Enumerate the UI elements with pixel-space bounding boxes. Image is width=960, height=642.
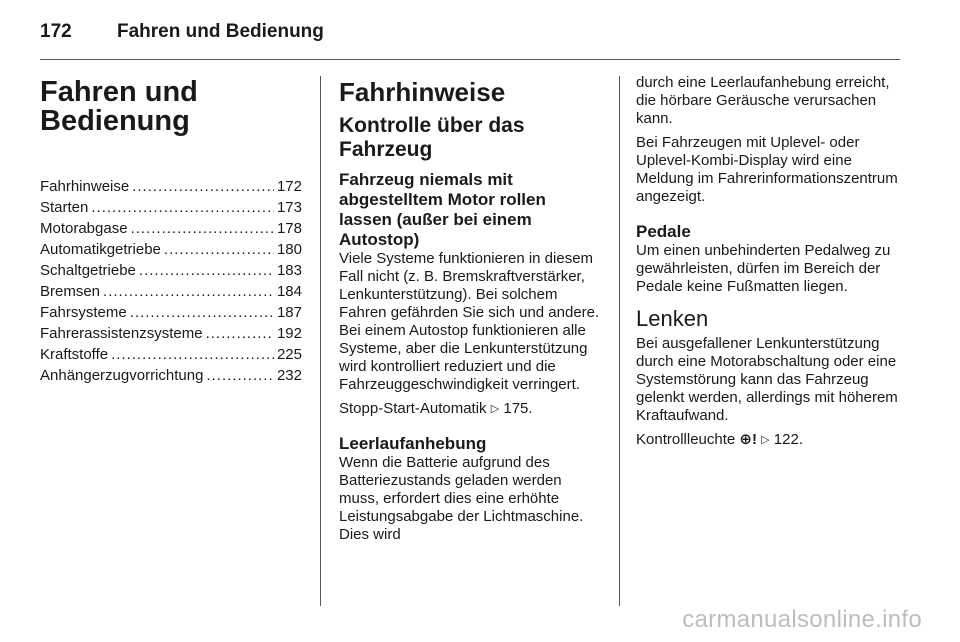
watermark: carmanualsonline.info [682, 606, 922, 633]
toc-entry[interactable] [40, 365, 302, 386]
toc-entry[interactable] [40, 239, 302, 260]
toc-leader-dots [132, 176, 274, 197]
reference-text: Stopp-Start-Automatik [339, 400, 487, 417]
toc-leader-dots [206, 365, 274, 386]
content-column-3 [636, 74, 902, 455]
subsubsection-heading: Fahrzeug niemals mit abgestelltem Motor rollen lassen (außer bei einem Autostop) [339, 170, 546, 249]
toc-leader-dots [131, 218, 274, 239]
toc-entry[interactable] [40, 260, 302, 281]
toc-leader-dots [91, 197, 274, 218]
toc-entry-page: 183 [276, 262, 302, 279]
reference-page[interactable]: 122. [773, 431, 803, 448]
lenken-heading: Lenken [636, 306, 709, 331]
chapter-title-text: Fahren und Bedienung [40, 76, 198, 137]
triangle-reference-icon: ▷ [490, 403, 500, 415]
reference-text: Kontrollleuchte [636, 431, 736, 448]
body-paragraph: Um einen unbehinderten Pedalweg zu gewährleisten, dürfen im Bereich der Pedale keine Fußmatten liegen. [636, 242, 891, 295]
body-paragraph-reference [339, 400, 601, 418]
steering-warning-icon: ⊕! [739, 431, 757, 448]
toc-entry-label: Starten [40, 199, 89, 216]
body-paragraph: Viele Systeme funktionieren in diesem Fall nicht (z. B. Bremskraftverstärker, Lenkunterstützung). Bei solchem Fahren gefährden Sie sich und andere. Bei einem Autostop funktionieren alle Systeme, aber die Lenkunterstützung wird kontrolliert reduziert und die Fahrzeuggeschwindigkeit verringert. [339, 250, 600, 393]
toc-entry-label: Fahrerassistenzsysteme [40, 325, 203, 342]
section-heading: Fahrhinweise [339, 77, 506, 107]
leerlauf-heading: Leerlaufanhebung [339, 434, 487, 453]
toc-entry-label: Anhängerzugvorrichtung [40, 367, 204, 384]
toc-column [40, 74, 302, 386]
toc-entry[interactable] [40, 323, 302, 344]
body-paragraph: Wenn die Batterie aufgrund des Batteriezustands geladen werden muss, erfordert dies eine erhöhte Leistungsabgabe der Lichtmaschine. Dies wird [339, 454, 584, 543]
toc-leader-dots [206, 323, 274, 344]
toc-entry[interactable] [40, 281, 302, 302]
toc-entry-label: Kraftstoffe [40, 346, 109, 363]
body-paragraph: Bei Fahrzeugen mit Uplevel- oder Uplevel-Kombi-Display wird eine Meldung im Fahrerinformationszentrum angezeigt. [636, 134, 898, 205]
toc-leader-dots [111, 344, 274, 365]
toc-leader-dots [103, 281, 274, 302]
toc-entry[interactable] [40, 197, 302, 218]
pedale-heading: Pedale [636, 222, 691, 241]
page-number: 172 [40, 21, 72, 42]
toc-entry-page: 178 [276, 220, 302, 237]
subsection-heading: Kontrolle über das Fahrzeug [339, 114, 525, 161]
toc-entry-label: Schaltgetriebe [40, 262, 136, 279]
toc-entry-page: 192 [276, 325, 302, 342]
toc-entry-label: Fahrsysteme [40, 304, 127, 321]
toc-leader-dots [130, 302, 274, 323]
header-rule [40, 59, 900, 60]
toc-entry-page: 172 [276, 178, 302, 195]
page-header [40, 14, 324, 50]
toc-list [40, 176, 302, 386]
body-paragraph: Bei ausgefallener Lenkunterstützung durch eine Motorabschaltung oder eine Systemstörung kann das Fahrzeug gelenkt werden, allerdings mit höherem Kraftaufwand. [636, 335, 898, 424]
toc-entry-label: Fahrhinweise [40, 178, 130, 195]
toc-entry-page: 173 [276, 199, 302, 216]
toc-entry[interactable] [40, 302, 302, 323]
toc-entry[interactable] [40, 176, 302, 197]
toc-entry[interactable] [40, 344, 302, 365]
toc-leader-dots [164, 239, 274, 260]
toc-entry-page: 187 [276, 304, 302, 321]
column-divider-1 [320, 76, 321, 606]
toc-entry-page: 225 [276, 346, 302, 363]
toc-entry-page: 232 [276, 367, 302, 384]
content-column-2 [339, 74, 601, 550]
column-divider-2 [619, 76, 620, 606]
triangle-reference-icon: ▷ [761, 434, 770, 446]
toc-entry-page: 180 [276, 241, 302, 258]
toc-leader-dots [139, 260, 274, 281]
body-paragraph-reference [636, 431, 902, 449]
chapter-title [40, 78, 302, 136]
reference-page[interactable]: 175. [503, 400, 533, 417]
toc-entry[interactable] [40, 218, 302, 239]
body-paragraph: durch eine Leerlaufanhebung erreicht, die hörbare Geräusche verursachen kann. [636, 74, 890, 127]
toc-entry-label: Motorabgase [40, 220, 128, 237]
toc-entry-label: Automatikgetriebe [40, 241, 161, 258]
toc-entry-label: Bremsen [40, 283, 101, 300]
toc-entry-page: 184 [276, 283, 302, 300]
header-section-title: Fahren und Bedienung [117, 21, 324, 42]
